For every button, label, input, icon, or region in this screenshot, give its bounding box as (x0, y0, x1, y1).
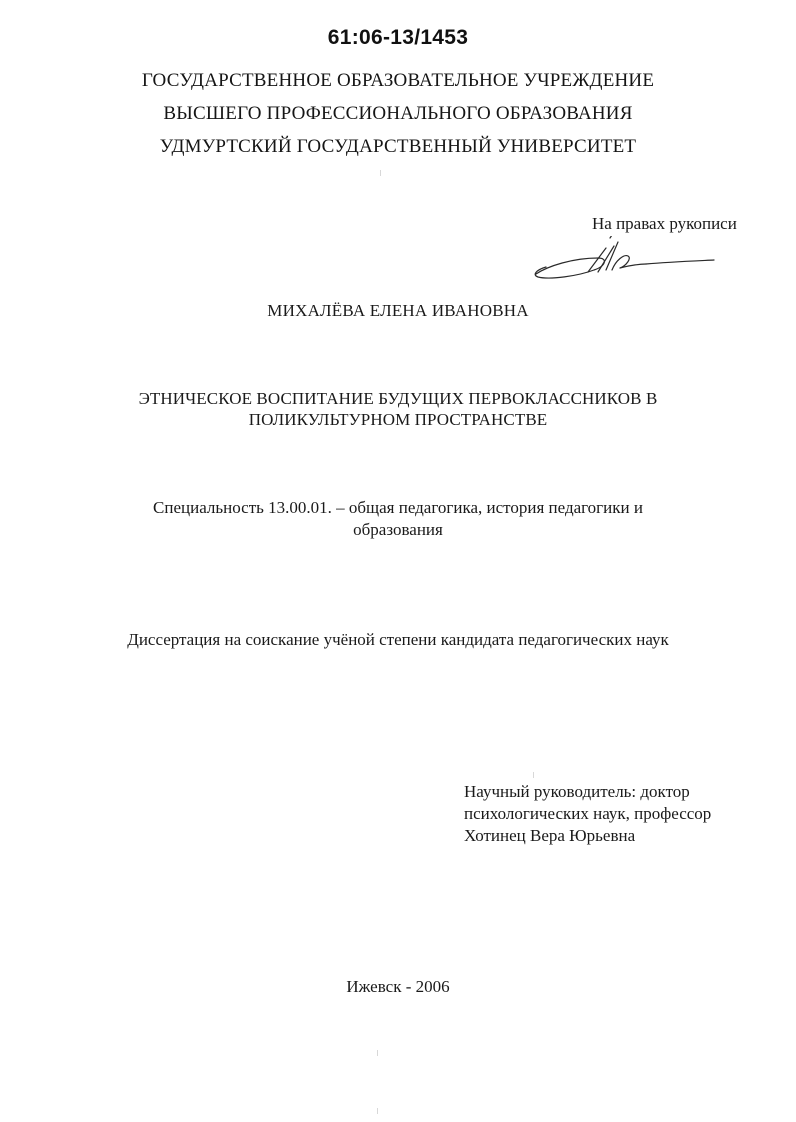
dissertation-title-line-1: ЭТНИЧЕСКОЕ ВОСПИТАНИЕ БУДУЩИХ ПЕРВОКЛАССНИКОВ В (138, 389, 658, 408)
institution-line-3: УДМУРТСКИЙ ГОСУДАРСТВЕННЫЙ УНИВЕРСИТЕТ (159, 136, 637, 157)
dissertation-title-line-2: ПОЛИКУЛЬТУРНОМ ПРОСТРАНСТВЕ (248, 410, 548, 429)
author-name: МИХАЛЁВА ЕЛЕНА ИВАНОВНА (267, 301, 529, 320)
city-year: Ижевск - 2006 (346, 977, 450, 996)
institution-line-2: ВЫСШЕГО ПРОФЕССИОНАЛЬНОГО ОБРАЗОВАНИЯ (163, 103, 633, 124)
supervisor-line-1: Научный руководитель: доктор (464, 782, 690, 801)
dissertation-degree-note: Диссертация на соискание учёной степени кандидата педагогических наук (127, 630, 669, 649)
scan-speck (377, 1108, 378, 1114)
scan-speck (533, 772, 534, 778)
supervisor-line-2: психологических наук, профессор (464, 804, 712, 823)
specialty-line-2: образования (353, 520, 443, 539)
scan-speck (377, 1050, 378, 1056)
handwritten-signature (528, 236, 718, 286)
scan-speck (380, 170, 381, 176)
rights-note: На правах рукописи (592, 214, 737, 233)
institution-line-1: ГОСУДАРСТВЕННОЕ ОБРАЗОВАТЕЛЬНОЕ УЧРЕЖДЕНИЕ (141, 70, 655, 91)
supervisor-line-3: Хотинец Вера Юрьевна (464, 826, 636, 845)
specialty-line-1: Специальность 13.00.01. – общая педагогика, история педагогики и (153, 498, 643, 517)
catalog-number: 61:06-13/1453 (327, 26, 469, 49)
